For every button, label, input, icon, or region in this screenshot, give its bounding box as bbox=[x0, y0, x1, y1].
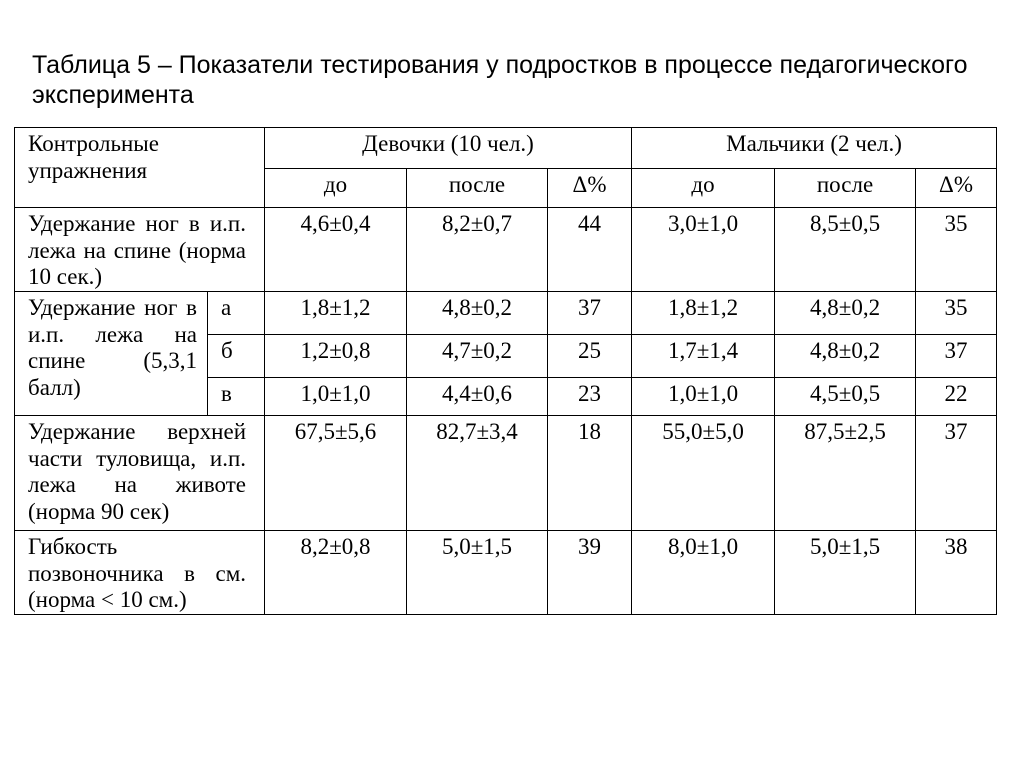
girls-after-value: 4,4±0,6 bbox=[407, 378, 548, 416]
header-group-girls: Девочки (10 чел.) bbox=[265, 128, 632, 169]
header-girls-before: до bbox=[265, 169, 407, 208]
boys-before-value: 1,0±1,0 bbox=[632, 378, 775, 416]
boys-before-value: 3,0±1,0 bbox=[632, 208, 775, 292]
results-table bbox=[14, 127, 997, 615]
header-boys-before: до bbox=[632, 169, 775, 208]
header-exercises: Контрольные упражнения bbox=[15, 128, 265, 208]
boys-after-value: 4,8±0,2 bbox=[775, 335, 916, 378]
table-row bbox=[15, 208, 997, 292]
boys-after-value: 87,5±2,5 bbox=[775, 416, 916, 531]
table-row bbox=[15, 416, 997, 531]
boys-before-value: 1,7±1,4 bbox=[632, 335, 775, 378]
boys-before-value: 1,8±1,2 bbox=[632, 292, 775, 335]
subrow-label: б bbox=[208, 335, 265, 378]
header-boys-delta: Δ% bbox=[916, 169, 997, 208]
header-girls-delta: Δ% bbox=[548, 169, 632, 208]
girls-before-value: 1,8±1,2 bbox=[265, 292, 407, 335]
girls-delta-value: 37 bbox=[548, 292, 632, 335]
subrow-label: в bbox=[208, 378, 265, 416]
boys-delta-value: 35 bbox=[916, 292, 997, 335]
boys-delta-value: 37 bbox=[916, 416, 997, 531]
girls-after-value: 8,2±0,7 bbox=[407, 208, 548, 292]
girls-delta-value: 18 bbox=[548, 416, 632, 531]
exercise-name: Гибкость позвоночника в см. (норма < 10 см.) bbox=[15, 531, 265, 615]
girls-before-value: 4,6±0,4 bbox=[265, 208, 407, 292]
header-row-groups bbox=[15, 128, 997, 169]
boys-after-value: 4,5±0,5 bbox=[775, 378, 916, 416]
boys-before-value: 8,0±1,0 bbox=[632, 531, 775, 615]
girls-before-value: 1,2±0,8 bbox=[265, 335, 407, 378]
boys-delta-value: 35 bbox=[916, 208, 997, 292]
exercise-name: Удержание ног в и.п. лежа на спине (норма 10 сек.) bbox=[15, 208, 265, 292]
girls-before-value: 67,5±5,6 bbox=[265, 416, 407, 531]
girls-after-value: 4,7±0,2 bbox=[407, 335, 548, 378]
boys-delta-value: 22 bbox=[916, 378, 997, 416]
exercise-name: Удержание ног в и.п. лежа на спине (5,3,1 балл) bbox=[15, 292, 208, 416]
girls-delta-value: 25 bbox=[548, 335, 632, 378]
table-row bbox=[15, 292, 997, 335]
girls-delta-value: 44 bbox=[548, 208, 632, 292]
boys-delta-value: 37 bbox=[916, 335, 997, 378]
table-row bbox=[15, 531, 997, 615]
subrow-label: а bbox=[208, 292, 265, 335]
boys-after-value: 8,5±0,5 bbox=[775, 208, 916, 292]
boys-after-value: 4,8±0,2 bbox=[775, 292, 916, 335]
exercise-name: Удержание верхней части туловища, и.п. лежа на животе (норма 90 сек) bbox=[15, 416, 265, 531]
page-title: Таблица 5 – Показатели тестирования у подростков в процессе педагогического эксперимента bbox=[32, 51, 968, 109]
girls-before-value: 1,0±1,0 bbox=[265, 378, 407, 416]
header-boys-after: после bbox=[775, 169, 916, 208]
girls-delta-value: 39 bbox=[548, 531, 632, 615]
girls-after-value: 5,0±1,5 bbox=[407, 531, 548, 615]
girls-after-value: 82,7±3,4 bbox=[407, 416, 548, 531]
header-girls-after: после bbox=[407, 169, 548, 208]
girls-after-value: 4,8±0,2 bbox=[407, 292, 548, 335]
header-group-boys: Мальчики (2 чел.) bbox=[632, 128, 997, 169]
girls-before-value: 8,2±0,8 bbox=[265, 531, 407, 615]
girls-delta-value: 23 bbox=[548, 378, 632, 416]
boys-delta-value: 38 bbox=[916, 531, 997, 615]
boys-after-value: 5,0±1,5 bbox=[775, 531, 916, 615]
boys-before-value: 55,0±5,0 bbox=[632, 416, 775, 531]
